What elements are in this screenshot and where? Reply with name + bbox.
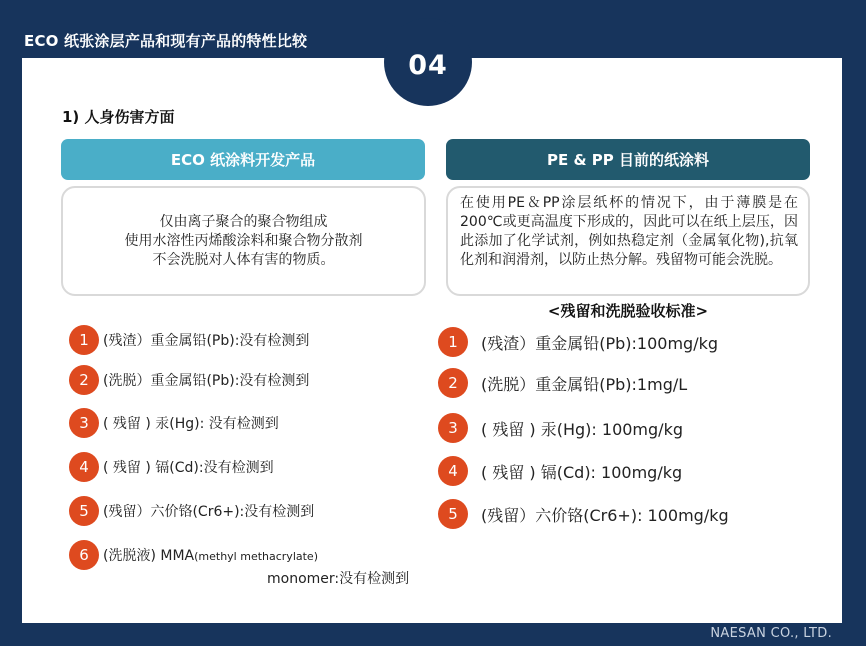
right-list-item bbox=[438, 456, 682, 486]
number-circle: 5 bbox=[438, 499, 468, 529]
slide-title: ECO 纸张涂层产品和现有产品的特性比较 bbox=[24, 32, 308, 50]
left-description-line: 仅由离子聚合的聚合物组成 bbox=[159, 213, 328, 230]
left-list-item bbox=[69, 408, 279, 438]
right-item-text: ( 残留 ) 汞(Hg): 100mg/kg bbox=[481, 419, 683, 439]
right-description-text: 在使用PE＆PP涂层纸杯的情况下，由于薄膜是在200℃或更高温度下形成的，因此可以在纸上层压，因此添加了化学试剂，例如热稳定剂（金属氧化物),抗氧化剂和润滑剂，以防止热分解。残留物可能会洗脱。 bbox=[460, 195, 798, 268]
left-list-item bbox=[69, 496, 314, 526]
number-circle: 2 bbox=[69, 365, 99, 395]
left-list-item bbox=[69, 325, 309, 355]
number-circle: 1 bbox=[438, 327, 468, 357]
left-item6-small-text: (methyl methacrylate) bbox=[194, 550, 318, 563]
left-item6-text-group bbox=[103, 545, 318, 565]
number-circle: 4 bbox=[69, 452, 99, 482]
left-column-heading: ECO 纸涂料开发产品 bbox=[61, 139, 425, 180]
number-circle: 5 bbox=[69, 496, 99, 526]
left-item-text: ( 残留 ) 镉(Cd):没有检测到 bbox=[103, 460, 274, 476]
right-list-item bbox=[438, 327, 718, 357]
number-circle: 1 bbox=[69, 325, 99, 355]
left-list-item bbox=[69, 452, 274, 482]
left-description-line: 使用水溶性丙烯酸涂料和聚合物分散剂 bbox=[124, 232, 363, 249]
number-circle: 3 bbox=[69, 408, 99, 438]
left-item6-line2: monomer:没有检测到 bbox=[267, 571, 410, 587]
left-item-text: (洗脱）重金属铅(Pb):没有检测到 bbox=[103, 373, 310, 389]
number-circle: 2 bbox=[438, 368, 468, 398]
left-list-item-6 bbox=[69, 540, 318, 570]
slide-number: 04 bbox=[408, 50, 448, 81]
right-description-box bbox=[446, 186, 810, 296]
left-description-box bbox=[61, 186, 426, 296]
left-item-text: ( 残留 ) 汞(Hg): 没有检测到 bbox=[103, 416, 279, 432]
number-circle: 6 bbox=[69, 540, 99, 570]
number-circle: 4 bbox=[438, 456, 468, 486]
right-column-heading: PE & PP 目前的纸涂料 bbox=[446, 139, 810, 180]
right-list-item bbox=[438, 499, 729, 529]
right-item-text: (洗脱）重金属铅(Pb):1mg/L bbox=[481, 374, 688, 394]
right-list-item bbox=[438, 413, 683, 443]
left-item-text: (残渣）重金属铅(Pb):没有检测到 bbox=[103, 333, 310, 349]
company-footer: NAESAN CO., LTD. bbox=[710, 626, 832, 641]
right-item-text: ( 残留 ) 镉(Cd): 100mg/kg bbox=[481, 462, 683, 482]
left-item6-text: (洗脱液) MMA bbox=[103, 548, 195, 564]
slide-number-badge bbox=[384, 18, 472, 106]
number-circle: 3 bbox=[438, 413, 468, 443]
right-list-item bbox=[438, 368, 687, 398]
left-item-text: (残留）六价铬(Cr6+):没有检测到 bbox=[103, 504, 315, 520]
standard-title: <残留和洗脱验收标准> bbox=[547, 302, 709, 320]
right-item-text: (残留）六价铬(Cr6+): 100mg/kg bbox=[481, 505, 729, 525]
left-description-line: 不会洗脱对人体有害的物质。 bbox=[152, 251, 335, 268]
left-list-item bbox=[69, 365, 309, 395]
right-item-text: (残渣）重金属铅(Pb):100mg/kg bbox=[481, 333, 719, 353]
section-title: 1) 人身伤害方面 bbox=[62, 108, 175, 126]
